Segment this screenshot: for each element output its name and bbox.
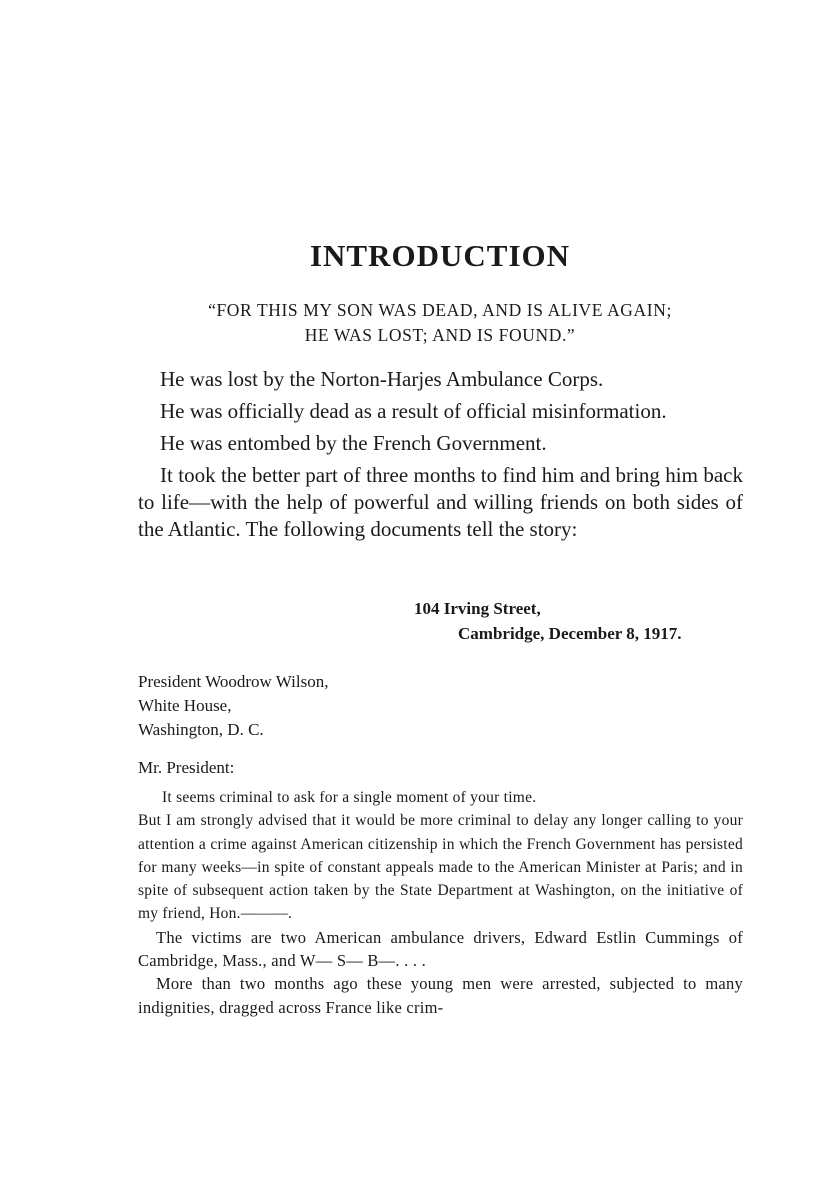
letter-paragraph: But I am strongly advised that it would be more criminal to delay any longer calling to your attention a crime against American citizenship in which the French Government has persisted for many weeks—in spite of constant appeals made to the American Minister at Paris; and in spite of subsequent action taken by the State Department at Washington, on the initiative of my friend, Hon.———. [138, 812, 743, 923]
intro-text [138, 366, 743, 548]
letter-paragraph: More than two months ago these young men were arrested, subjected to many indignities, dragged across France like crim- [138, 974, 743, 1017]
salutation: Mr. President: [138, 758, 235, 777]
intro-paragraph: It took the better part of three months to find him and bring him back to life—with the help of powerful and willing friends on both sides of the Atlantic. The following documents tell the story: [138, 463, 743, 541]
epigraph [120, 298, 760, 348]
letter-paragraph: The victims are two American ambulance drivers, Edward Estlin Cummings of Cambridge, Mass., and W— S— B—. . . . [138, 927, 743, 971]
address-line-1: 104 Irving Street, [414, 599, 541, 618]
chapter-title: INTRODUCTION [309, 238, 571, 273]
sender-address [414, 596, 681, 646]
recipient-name: President Woodrow Wilson, [138, 672, 329, 691]
epigraph-line-1: “FOR THIS MY SON WAS DEAD, AND IS ALIVE AGAIN; [208, 300, 672, 320]
intro-paragraph: He was officially dead as a result of official misinformation. [160, 399, 667, 423]
recipient-address [138, 670, 328, 742]
recipient-line-3: Washington, D. C. [138, 720, 264, 739]
epigraph-line-2: HE WAS LOST; AND IS FOUND.” [304, 325, 576, 345]
letter-body [138, 786, 743, 1019]
letter-paragraph: It seems criminal to ask for a single moment of your time. [162, 789, 537, 806]
address-line-2: Cambridge, December 8, 1917. [458, 624, 682, 643]
intro-paragraph: He was lost by the Norton-Harjes Ambulance Corps. [160, 367, 604, 391]
intro-paragraph: He was entombed by the French Government. [160, 431, 547, 455]
recipient-line-2: White House, [138, 696, 232, 715]
